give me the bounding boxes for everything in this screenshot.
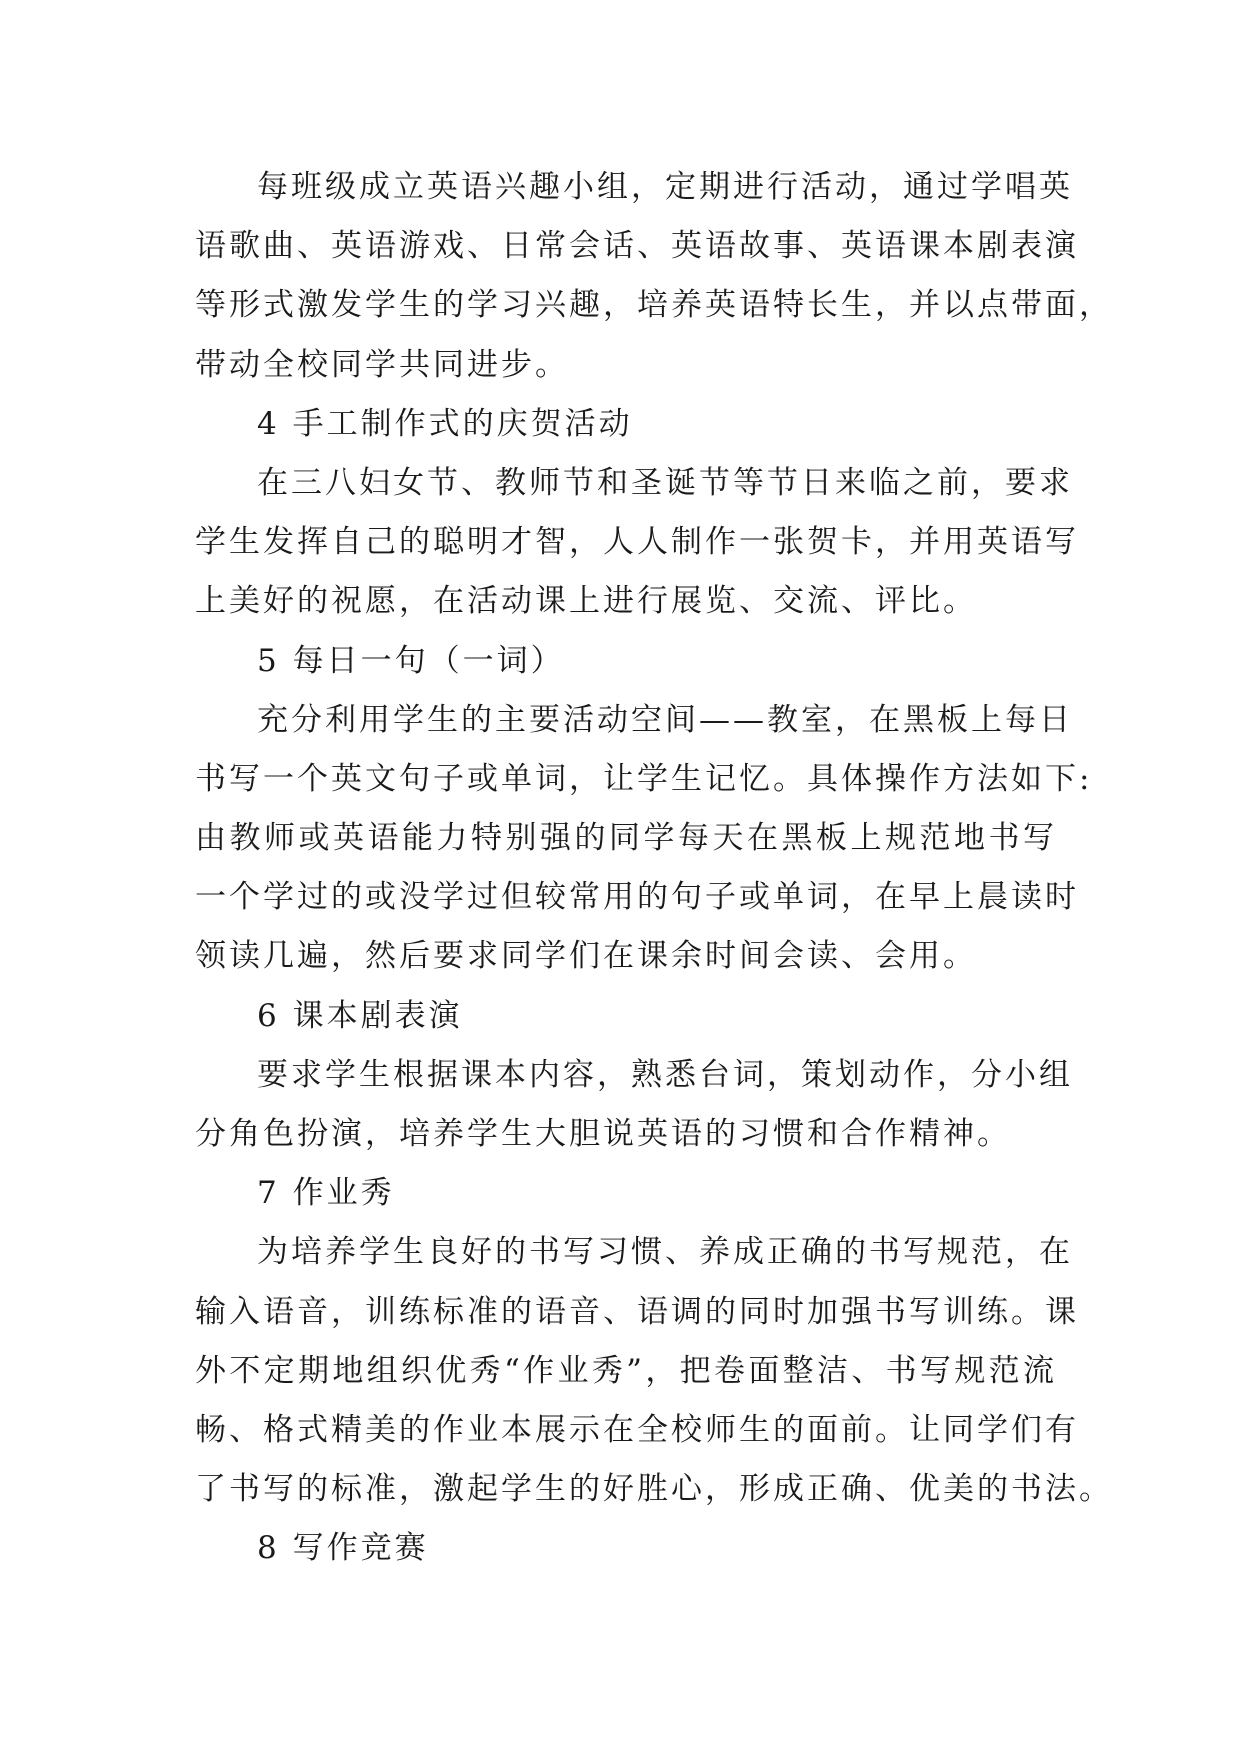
- section-heading: 6 课本剧表演: [257, 997, 463, 1034]
- paragraph-line: 学生发挥自己的聪明才智，人人制作一张贺卡，并用英语写: [195, 524, 1079, 561]
- paragraph-line: 一个学过的或没学过但较常用的句子或单词，在早上晨读时: [195, 879, 1079, 916]
- paragraph-line: 领读几遍，然后要求同学们在课余时间会读、会用。: [195, 938, 977, 975]
- paragraph-line: 带动全校同学共同进步。: [195, 346, 569, 383]
- paragraph-line: 每班级成立英语兴趣小组，定期进行活动，通过学唱英: [257, 169, 1073, 205]
- paragraph-line: 畅、格式精美的作业本展示在全校师生的面前。让同学们有: [195, 1411, 1079, 1448]
- paragraph-line: 等形式激发学生的学习兴趣，培养英语特长生，并以点带面，: [195, 287, 1113, 324]
- paragraph-line: 为培养学生良好的书写习惯、养成正确的书写规范，在: [257, 1234, 1073, 1271]
- paragraph-line: 由教师或英语能力特别强的同学每天在黑板上规范地书写: [195, 820, 1057, 857]
- paragraph-line: 在三八妇女节、教师节和圣诞节等节日来临之前，要求: [257, 464, 1073, 501]
- paragraph-line: 要求学生根据课本内容，熟悉台词，策划动作，分小组: [257, 1056, 1073, 1093]
- section-heading: 7 作业秀: [257, 1175, 395, 1212]
- paragraph-line: 书写一个英文句子或单词，让学生记忆。具体操作方法如下:: [195, 760, 1093, 797]
- paragraph-line: 输入语音，训练标准的语音、语调的同时加强书写训练。课: [195, 1293, 1079, 1330]
- section-heading: 5 每日一句（一词）: [257, 642, 565, 679]
- section-heading: 4 手工制作式的庆贺活动: [257, 405, 633, 442]
- paragraph-line: 了书写的标准，激起学生的好胜心，形成正确、优美的书法。: [195, 1471, 1113, 1508]
- paragraph-line: 语歌曲、英语游戏、日常会话、英语故事、英语课本剧表演: [195, 228, 1079, 265]
- paragraph-line: 上美好的祝愿，在活动课上进行展览、交流、评比。: [195, 583, 977, 620]
- paragraph-line: 外不定期地组织优秀“作业秀”，把卷面整洁、书写规范流: [195, 1352, 1057, 1389]
- paragraph-line: 充分利用学生的主要活动空间——教室，在黑板上每日: [257, 701, 1073, 738]
- document-body: [195, 158, 1113, 1579]
- section-heading: 8 写作竞赛: [257, 1530, 429, 1567]
- paragraph-line: 分角色扮演，培养学生大胆说英语的习惯和合作精神。: [195, 1116, 1011, 1152]
